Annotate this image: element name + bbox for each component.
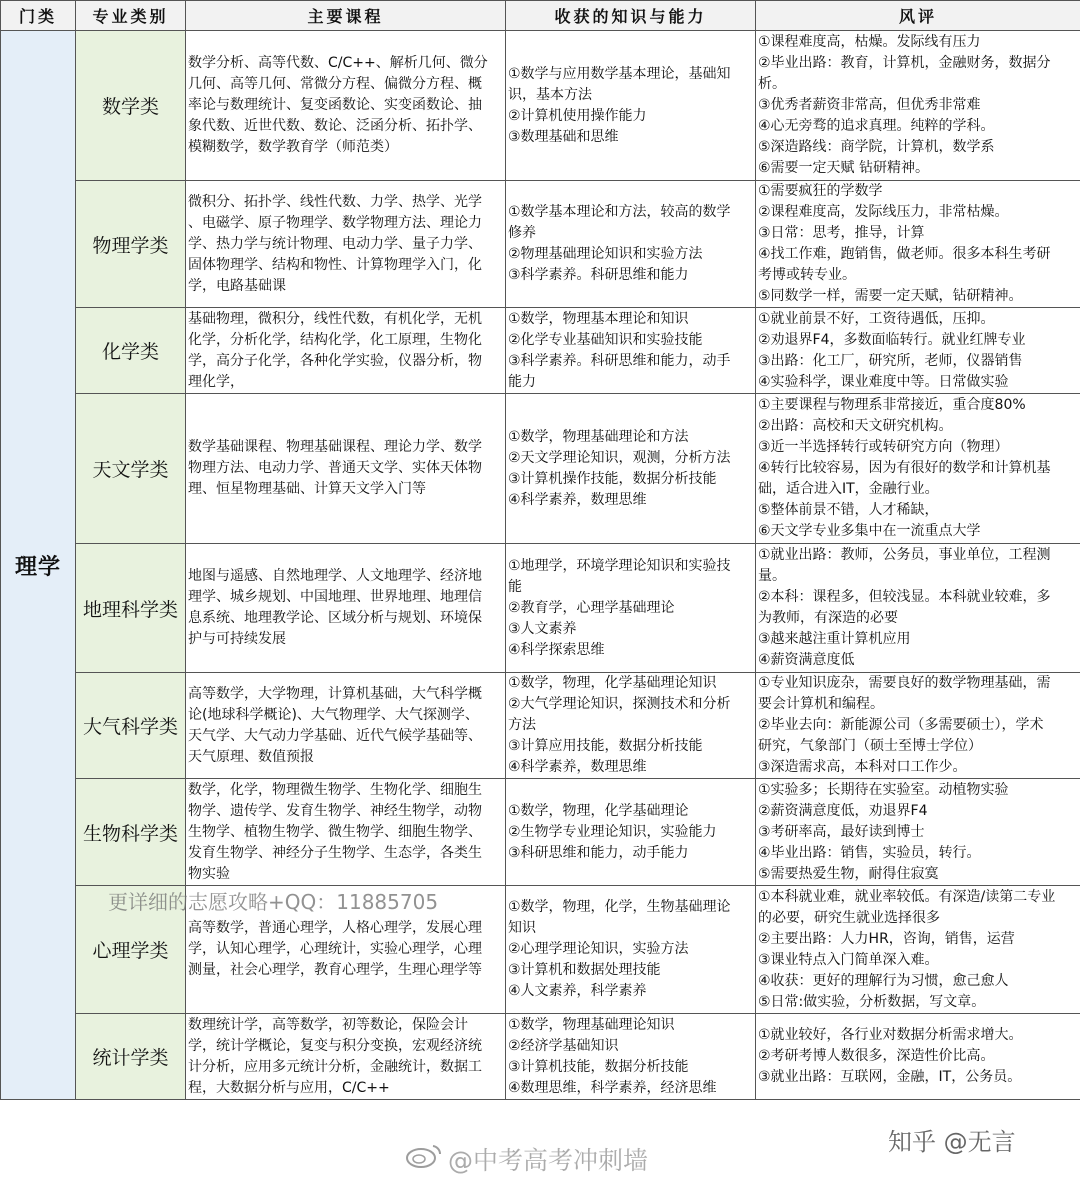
reviews-line: ③考研率高，最好读到博士	[758, 823, 925, 840]
header-courses: 主要课程	[186, 1, 506, 31]
abilities-line: ①数学，物理基础理论知识	[508, 1016, 675, 1033]
reviews-line: ①实验多；长期待在实验室。动植物实验	[758, 781, 1009, 798]
reviews-line: ③近一半选择转行或转研究方向（物理）	[758, 439, 1009, 455]
major-cell: 地理科学类	[76, 544, 186, 673]
abilities-line: ④数理思维，科学素养，经济思维	[508, 1079, 717, 1096]
abilities-line: ③科学素养。科研思维和能力，动手	[508, 352, 731, 369]
abilities-line: ①地理学，环境学理论知识和实验技	[508, 557, 731, 574]
reviews-line: ⑤同数学一样，需要一定天赋，钻研精神。	[758, 288, 1023, 304]
table-row	[1, 308, 1080, 394]
courses-line: 学，高分子化学，各种化学实验，仪器分析，物	[188, 352, 482, 369]
reviews-line: ⑤深造路线：商学院，计算机，数学系	[758, 139, 995, 155]
major-cell: 生物科学类	[76, 779, 186, 886]
abilities-line: ①数学，物理，化学，生物基础理论	[508, 899, 731, 915]
courses-line: 天气原理、数值预报	[188, 748, 314, 765]
abilities-line: ④人文素养，科学素养	[508, 983, 647, 999]
abilities-line: ③计算机操作技能，数据分析技能	[508, 470, 717, 487]
abilities-line: ①数学基本理论和方法，较高的数学	[508, 204, 731, 220]
courses-line: 数理统计学，高等数学，初等数论，保险会计	[188, 1016, 468, 1033]
courses-cell	[186, 394, 506, 544]
major-cell: 化学类	[76, 308, 186, 394]
reviews-line: ③课业特点入门简单深入难。	[758, 951, 939, 968]
reviews-line: ①就业较好，各行业对数据分析需求增大。	[758, 1027, 1023, 1043]
reviews-line: ⑥需要一定天赋 钻研精神。	[758, 160, 930, 176]
courses-line: 高等数学，大学物理，计算机基础，大气科学概	[188, 685, 482, 702]
abilities-line: ②生物学专业理论知识，实验能力	[508, 823, 717, 840]
courses-cell	[186, 181, 506, 308]
abilities-line: ②教育学，心理学基础理论	[508, 599, 675, 616]
category-cell: 理学	[1, 31, 76, 1100]
courses-line: 地图与遥感、自然地理学、人文地理学、经济地	[188, 568, 482, 584]
reviews-line: ③就业出路：互联网，金融，IT，公务员。	[758, 1069, 1022, 1085]
abilities-line: ③科研思维和能力，动手能力	[508, 844, 689, 861]
reviews-line: ④毕业出路：销售，实验员，转行。	[758, 844, 981, 861]
zhihu-watermark: 知乎 @无言	[888, 1128, 1016, 1156]
courses-line: 测量，社会心理学，教育心理学，生理心理学等	[188, 962, 482, 978]
reviews-line: ③优秀者薪资非常高，但优秀非常难	[758, 97, 981, 113]
abilities-line: ①数学，物理，化学基础理论	[508, 802, 689, 819]
header-major: 专业类别	[76, 1, 186, 31]
reviews-line: ④心无旁骛的追求真理。纯粹的学科。	[758, 118, 995, 134]
courses-line: 物实验	[188, 865, 230, 882]
reviews-line: ②毕业出路：教育，计算机，金融财务，数据分	[758, 55, 1051, 71]
courses-line: 发育生物学、神经分子生物学、生态学，各类生	[188, 844, 482, 861]
major-cell: 物理学类	[76, 181, 186, 308]
abilities-line: ②天文学理论知识，观测，分析方法	[508, 449, 731, 466]
reviews-line: 础，适合进入IT，金融行业。	[758, 481, 939, 497]
courses-line: 几何、高等几何、常微分方程、偏微分方程、概	[188, 76, 482, 92]
abilities-line: ①数学，物理基础理论和方法	[508, 428, 689, 445]
abilities-cell	[506, 886, 756, 1014]
reviews-cell	[756, 394, 1080, 544]
reviews-line: ⑤需要热爱生物，耐得住寂寞	[758, 865, 939, 882]
reviews-line: ①本科就业难，就业率较低。有深造/读第二专业	[758, 888, 1056, 905]
courses-line: 生物学、植物生物学、微生物学、细胞生物学、	[188, 823, 482, 840]
abilities-line: ③人文素养	[508, 620, 577, 637]
courses-line: 学，统计学概论，复变与积分变换，宏观经济统	[188, 1037, 482, 1054]
reviews-line: ④找工作难，跑销售，做老师。很多本科生考研	[758, 246, 1051, 262]
abilities-line: ①数学，物理基本理论和知识	[508, 310, 689, 327]
courses-line: 模糊数学，数学教育学（师范类）	[188, 139, 398, 155]
abilities-line: ②物理基础理论知识和实验方法	[508, 246, 703, 262]
abilities-line: ②化学专业基础知识和实验技能	[508, 331, 703, 348]
table-body	[1, 31, 1080, 1100]
reviews-line: 为教师，有深造的必要	[758, 610, 898, 626]
abilities-line: 能力	[508, 373, 536, 390]
abilities-cell	[506, 779, 756, 886]
reviews-line: ②主要出路：人力HR，咨询，销售，运营	[758, 930, 1015, 947]
major-cell: 心理学类	[76, 886, 186, 1014]
reviews-line: ②薪资满意度低，劝退界F4	[758, 802, 928, 819]
courses-cell	[186, 1014, 506, 1100]
courses-line: 数学，化学，物理微生物学、生物化学、细胞生	[188, 781, 482, 798]
reviews-line: ⑥天文学专业多集中在一流重点大学	[758, 523, 981, 539]
reviews-cell	[756, 544, 1080, 673]
courses-line: 固体物理学、结构和物性、计算物理学入门，化	[188, 256, 482, 273]
abilities-line: ②心理学理论知识，实验方法	[508, 941, 689, 957]
reviews-line: 研究，气象部门（硕士至博士学位）	[758, 738, 982, 754]
abilities-line: ④科学探索思维	[508, 641, 605, 658]
header-reviews: 风评	[756, 1, 1080, 31]
courses-line: 学，认知心理学，心理统计，实验心理学，心理	[188, 941, 482, 957]
reviews-line: 考博或转专业。	[758, 267, 856, 283]
reviews-line: ③深造需求高，本科对口工作少。	[758, 759, 967, 775]
courses-line: 数学分析、高等代数、C/C++、解析几何、微分	[188, 55, 488, 71]
courses-line: 基础物理，微积分，线性代数，有机化学，无机	[188, 310, 482, 327]
abilities-line: 能	[508, 578, 522, 595]
reviews-line: ②出路：高校和天文研究机构。	[758, 418, 953, 434]
abilities-line: 方法	[508, 717, 536, 733]
reviews-line: ①课程难度高，枯燥。发际线有压力	[758, 34, 981, 50]
reviews-line: ⑤日常:做实验，分析数据，写文章。	[758, 993, 986, 1010]
table-row	[1, 544, 1080, 673]
courses-line: 学，电路基础课	[188, 277, 286, 294]
courses-line: 象代数、近世代数、数论、泛函分析、拓扑学、	[188, 118, 482, 134]
abilities-cell	[506, 394, 756, 544]
reviews-line: 析。	[758, 76, 786, 92]
abilities-cell	[506, 31, 756, 181]
reviews-line: ③越来越注重计算机应用	[758, 631, 911, 647]
abilities-line: 识，基本方法	[508, 86, 592, 103]
reviews-line: ①专业知识庞杂，需要良好的数学物理基础，需	[758, 675, 1051, 691]
reviews-line: ④收获：更好的理解行为习惯，愈己愈人	[758, 972, 1009, 989]
courses-cell	[186, 779, 506, 886]
reviews-cell	[756, 673, 1080, 779]
courses-cell	[186, 308, 506, 394]
courses-line: 率论与数理统计、复变函数论、实变函数论、抽	[188, 97, 482, 113]
abilities-line: ②经济学基础知识	[508, 1037, 619, 1054]
reviews-line: ③日常：思考，推导，计算	[758, 225, 925, 241]
reviews-cell	[756, 31, 1080, 181]
courses-line: 数学基础课程、物理基础课程、理论力学、数学	[188, 439, 482, 455]
abilities-line: ③计算机和数据处理技能	[508, 962, 661, 978]
reviews-cell	[756, 308, 1080, 394]
courses-line: 理、恒星物理基础、计算天文学入门等	[188, 481, 426, 497]
courses-line: 论(地球科学概论)、大气物理学、大气探测学、	[188, 706, 479, 723]
abilities-cell	[506, 544, 756, 673]
courses-line: 程，大数据分析与应用，C/C++	[188, 1079, 390, 1096]
header-row	[1, 1, 1080, 31]
major-cell: 统计学类	[76, 1014, 186, 1100]
abilities-line: ③数理基础和思维	[508, 128, 619, 145]
reviews-line: 量。	[758, 568, 786, 584]
abilities-cell	[506, 673, 756, 779]
reviews-line: ④实验科学，课业难度中等。日常做实验	[758, 373, 1009, 390]
header-abilities: 收获的知识与能力	[506, 1, 756, 31]
abilities-line: ③计算应用技能，数据分析技能	[508, 738, 703, 754]
abilities-line: ①数学，物理，化学基础理论知识	[508, 675, 717, 691]
weibo-logo-icon	[404, 1143, 444, 1169]
courses-line: 化学，分析化学，结构化学，化工原理，生物化	[188, 331, 482, 348]
abilities-line: ④科学素养，数理思维	[508, 491, 647, 508]
reviews-line: ③出路：化工厂，研究所，老师，仪器销售	[758, 352, 1023, 369]
table-row	[1, 779, 1080, 886]
abilities-cell	[506, 308, 756, 394]
courses-line: 物学、遗传学、发育生物学、神经生物学，动物	[188, 802, 482, 819]
reviews-cell	[756, 181, 1080, 308]
major-cell: 天文学类	[76, 394, 186, 544]
courses-cell	[186, 673, 506, 779]
reviews-line: ①就业出路：教师，公务员，事业单位，工程测	[758, 547, 1051, 563]
courses-line: 护与可持续发展	[188, 631, 286, 647]
abilities-cell	[506, 1014, 756, 1100]
weibo-watermark: @中考高考冲刺墙	[448, 1146, 649, 1175]
abilities-line: 修养	[508, 225, 536, 241]
abilities-cell	[506, 181, 756, 308]
table-row	[1, 31, 1080, 181]
courses-line: 计分析，应用多元统计分析，金融统计，数据工	[188, 1058, 482, 1075]
courses-line: 理化学，	[188, 373, 244, 390]
table-row	[1, 181, 1080, 308]
reviews-line: ⑤整体前景不错，人才稀缺，	[758, 502, 939, 518]
qq-watermark: 更详细的志愿攻略+QQ：11885705	[108, 890, 439, 914]
courses-line: 理学、城乡规划、中国地理、世界地理、地理信	[188, 589, 482, 605]
major-cell: 数学类	[76, 31, 186, 181]
reviews-cell	[756, 886, 1080, 1014]
courses-line: 高等数学，普通心理学，人格心理学，发展心理	[188, 920, 482, 936]
courses-line: 、电磁学、原子物理学、数学物理方法、理论力	[188, 214, 482, 231]
courses-line: 物理方法、电动力学、普通天文学、实体天体物	[188, 460, 482, 476]
courses-line: 息系统、地理教学论、区域分析与规划、环境保	[188, 610, 482, 626]
table-row	[1, 673, 1080, 779]
reviews-line: ①就业前景不好，工资待遇低，压抑。	[758, 310, 995, 327]
abilities-line: ②计算机使用操作能力	[508, 107, 647, 124]
abilities-line: ③计算机技能，数据分析技能	[508, 1058, 689, 1075]
reviews-line: ④薪资满意度低	[758, 652, 855, 668]
courses-cell	[186, 544, 506, 673]
reviews-line: ①主要课程与物理系非常接近，重合度80%	[758, 397, 1026, 413]
table-row	[1, 394, 1080, 544]
reviews-cell	[756, 779, 1080, 886]
reviews-line: ①需要疯狂的学数学	[758, 183, 883, 199]
reviews-line: ②本科：课程多，但较浅显。本科就业较难，多	[758, 589, 1051, 605]
abilities-line: ①数学与应用数学基本理论，基础知	[508, 65, 731, 82]
reviews-line: ②考研考博人数很多，深造性价比高。	[758, 1048, 995, 1064]
reviews-line: ②毕业去向：新能源公司（多需要硕士），学术	[758, 717, 1044, 733]
courses-line: 天气学、大气动力学基础、近代气候学基础等、	[188, 727, 482, 744]
abilities-line: ③科学素养。科研思维和能力	[508, 267, 689, 283]
abilities-line: ④科学素养，数理思维	[508, 759, 647, 775]
reviews-line: 的必要，研究生就业选择很多	[758, 909, 940, 926]
reviews-line: 要会计算机和编程。	[758, 696, 884, 712]
header-category: 门类	[1, 1, 76, 31]
courses-line: 学、热力学与统计物理、电动力学、量子力学、	[188, 235, 482, 252]
table-row	[1, 1014, 1080, 1100]
reviews-line: ④转行比较容易，因为有很好的数学和计算机基	[758, 460, 1051, 476]
abilities-line: ②大气学理论知识，探测技术和分析	[508, 696, 731, 712]
courses-line: 微积分、拓扑学、线性代数、力学、热学、光学	[188, 193, 482, 210]
reviews-line: ②课程难度高，发际线压力，非常枯燥。	[758, 204, 1009, 220]
reviews-cell	[756, 1014, 1080, 1100]
abilities-line: 知识	[508, 920, 536, 936]
courses-cell	[186, 31, 506, 181]
reviews-line: ②劝退界F4，多数面临转行。就业红牌专业	[758, 331, 1026, 348]
major-cell: 大气科学类	[76, 673, 186, 779]
